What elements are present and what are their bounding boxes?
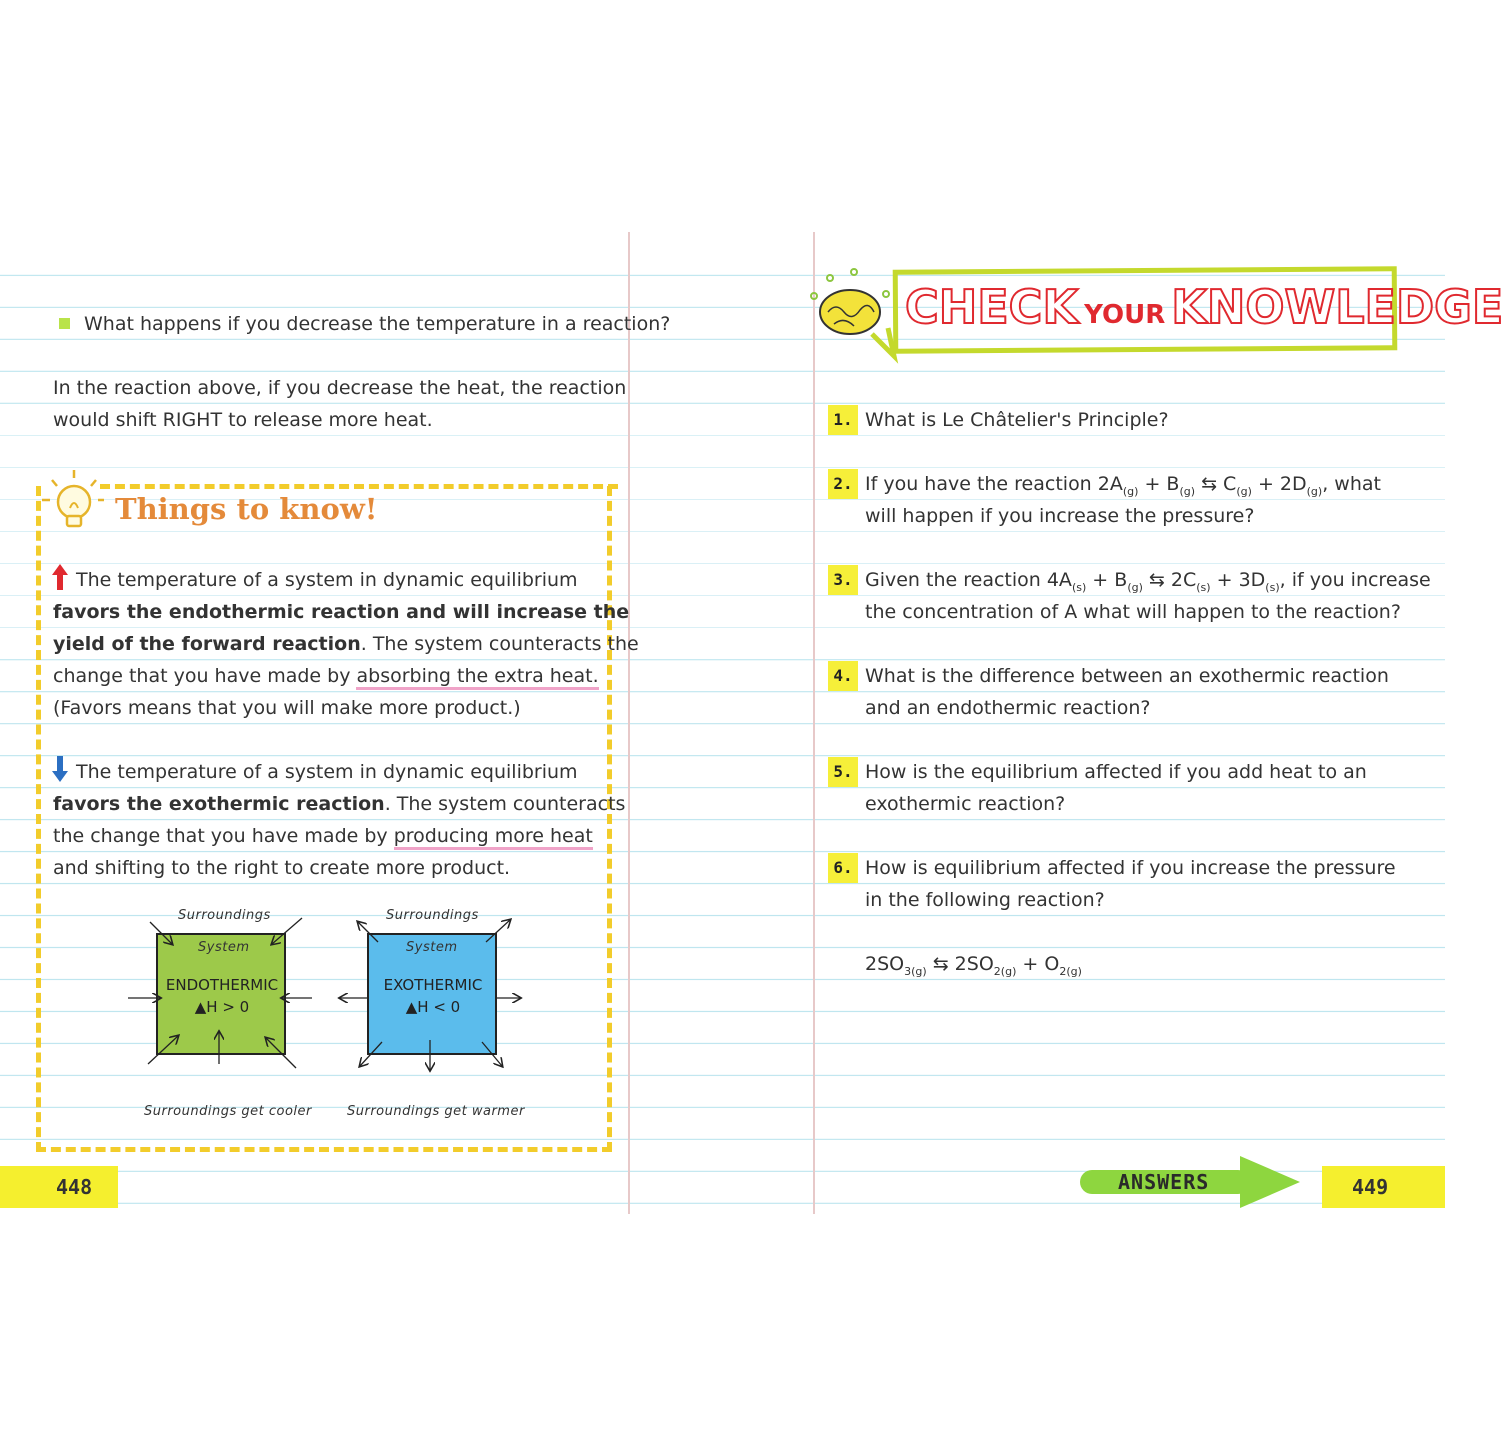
things-to-know-box-top xyxy=(100,484,618,489)
answer-line-1: In the reaction above, if you decrease the heat, the reaction xyxy=(53,377,627,399)
exo-delta-h: ▲H < 0 xyxy=(405,998,461,1016)
page-number-449: 449 xyxy=(1322,1166,1445,1208)
things-to-know-title: Things to know! xyxy=(115,492,378,526)
endo-name: ENDOTHERMIC xyxy=(165,976,279,994)
question-1-text: What is Le Châtelier's Principle? xyxy=(865,409,1169,431)
brain-icon xyxy=(810,268,894,358)
question-6-line-1: How is equilibrium affected if you increase the pressure xyxy=(865,857,1396,879)
answers-link[interactable]: ANSWERS xyxy=(1118,1170,1210,1194)
p1-line-1: The temperature of a system in dynamic equilibrium xyxy=(76,569,578,591)
question-6-line-2: in the following reaction? xyxy=(865,889,1105,911)
p1-underlined-phrase: absorbing the extra heat. xyxy=(356,665,598,690)
question-number-3: 3. xyxy=(828,565,858,595)
arrow-down-icon xyxy=(52,756,68,782)
question-5-line-1: How is the equilibrium affected if you add heat to an xyxy=(865,761,1367,783)
left-page-margin-line xyxy=(628,232,630,1214)
p1-line-3 xyxy=(53,628,639,660)
question-text: What happens if you decrease the temperature in a reaction? xyxy=(84,313,671,335)
question-6-equation: $2SO_{3(g)}$ ⇆ $2SO_{2(g)} + O_{2(g)}$ xyxy=(865,953,1082,978)
p1-line-3-rest: . The system counteracts the xyxy=(360,633,639,655)
check-your-knowledge-header xyxy=(905,280,1503,334)
right-page-margin-line xyxy=(813,232,815,1214)
question-5-line-2: exothermic reaction? xyxy=(865,793,1066,815)
question-number-2: 2. xyxy=(828,469,858,499)
p2-line-2-bold: favors the exothermic reaction xyxy=(53,793,385,815)
question-number-5: 5. xyxy=(828,757,858,787)
exo-caption: Surroundings get warmer xyxy=(347,1104,525,1119)
question-number-6: 6. xyxy=(828,853,858,883)
p1-line-3-bold: yield of the forward reaction xyxy=(53,633,361,655)
p1-line-2: favors the endothermic reaction and will increase the xyxy=(53,601,630,623)
endo-surroundings-label: Surroundings xyxy=(178,908,271,923)
page-number-448: 448 xyxy=(0,1166,118,1208)
header-check: CHECK xyxy=(905,280,1079,334)
question-number-4: 4. xyxy=(828,661,858,691)
p2-line-3 xyxy=(53,820,593,852)
question-2-line-2: will happen if you increase the pressure? xyxy=(865,505,1255,527)
endo-caption: Surroundings get cooler xyxy=(144,1104,312,1119)
book-spread xyxy=(0,232,1503,1214)
p1-line-4 xyxy=(53,660,599,692)
p2-line-2 xyxy=(53,788,625,820)
p1-line-5: (Favors means that you will make more product.) xyxy=(53,697,521,719)
p1-line-4-pre: change that you have made by xyxy=(53,665,357,687)
p2-line-2-rest: . The system counteracts xyxy=(384,793,626,815)
question-3-line-2: the concentration of A what will happen to the reaction? xyxy=(865,601,1401,623)
p2-line-4: and shifting to the right to create more product. xyxy=(53,857,511,879)
header-knowledge: KNOWLEDGE xyxy=(1171,280,1503,334)
answer-line-2: would shift RIGHT to release more heat. xyxy=(53,409,433,431)
exo-surroundings-label: Surroundings xyxy=(386,908,479,923)
bullet-square xyxy=(59,318,70,329)
question-number-1: 1. xyxy=(828,405,858,435)
question-4-line-2: and an endothermic reaction? xyxy=(865,697,1151,719)
p2-line-1: The temperature of a system in dynamic equilibrium xyxy=(76,761,578,783)
p2-underlined-phrase: producing more heat xyxy=(394,825,593,850)
endo-delta-h: ▲H > 0 xyxy=(194,998,250,1016)
header-your: YOUR xyxy=(1084,300,1166,330)
question-3-line-1: Given the reaction $4A_{(s)} + B_{(g)}$ ⇆ $2C_{(s)} + 3D_{(s)}$, if you increase xyxy=(865,569,1431,594)
exo-system-label: System xyxy=(406,940,458,955)
lightbulb-icon xyxy=(40,468,106,538)
exo-name: EXOTHERMIC xyxy=(383,976,483,994)
question-2-line-1: If you have the reaction $2A_{(g)} + B_{(g)}$ ⇆ $C_{(g)} + 2D_{(g)}$, what xyxy=(865,473,1381,498)
arrow-up-icon xyxy=(52,564,68,590)
p2-line-3-pre: the change that you have made by xyxy=(53,825,394,847)
question-4-line-1: What is the difference between an exothermic reaction xyxy=(865,665,1389,687)
endo-system-label: System xyxy=(198,940,250,955)
